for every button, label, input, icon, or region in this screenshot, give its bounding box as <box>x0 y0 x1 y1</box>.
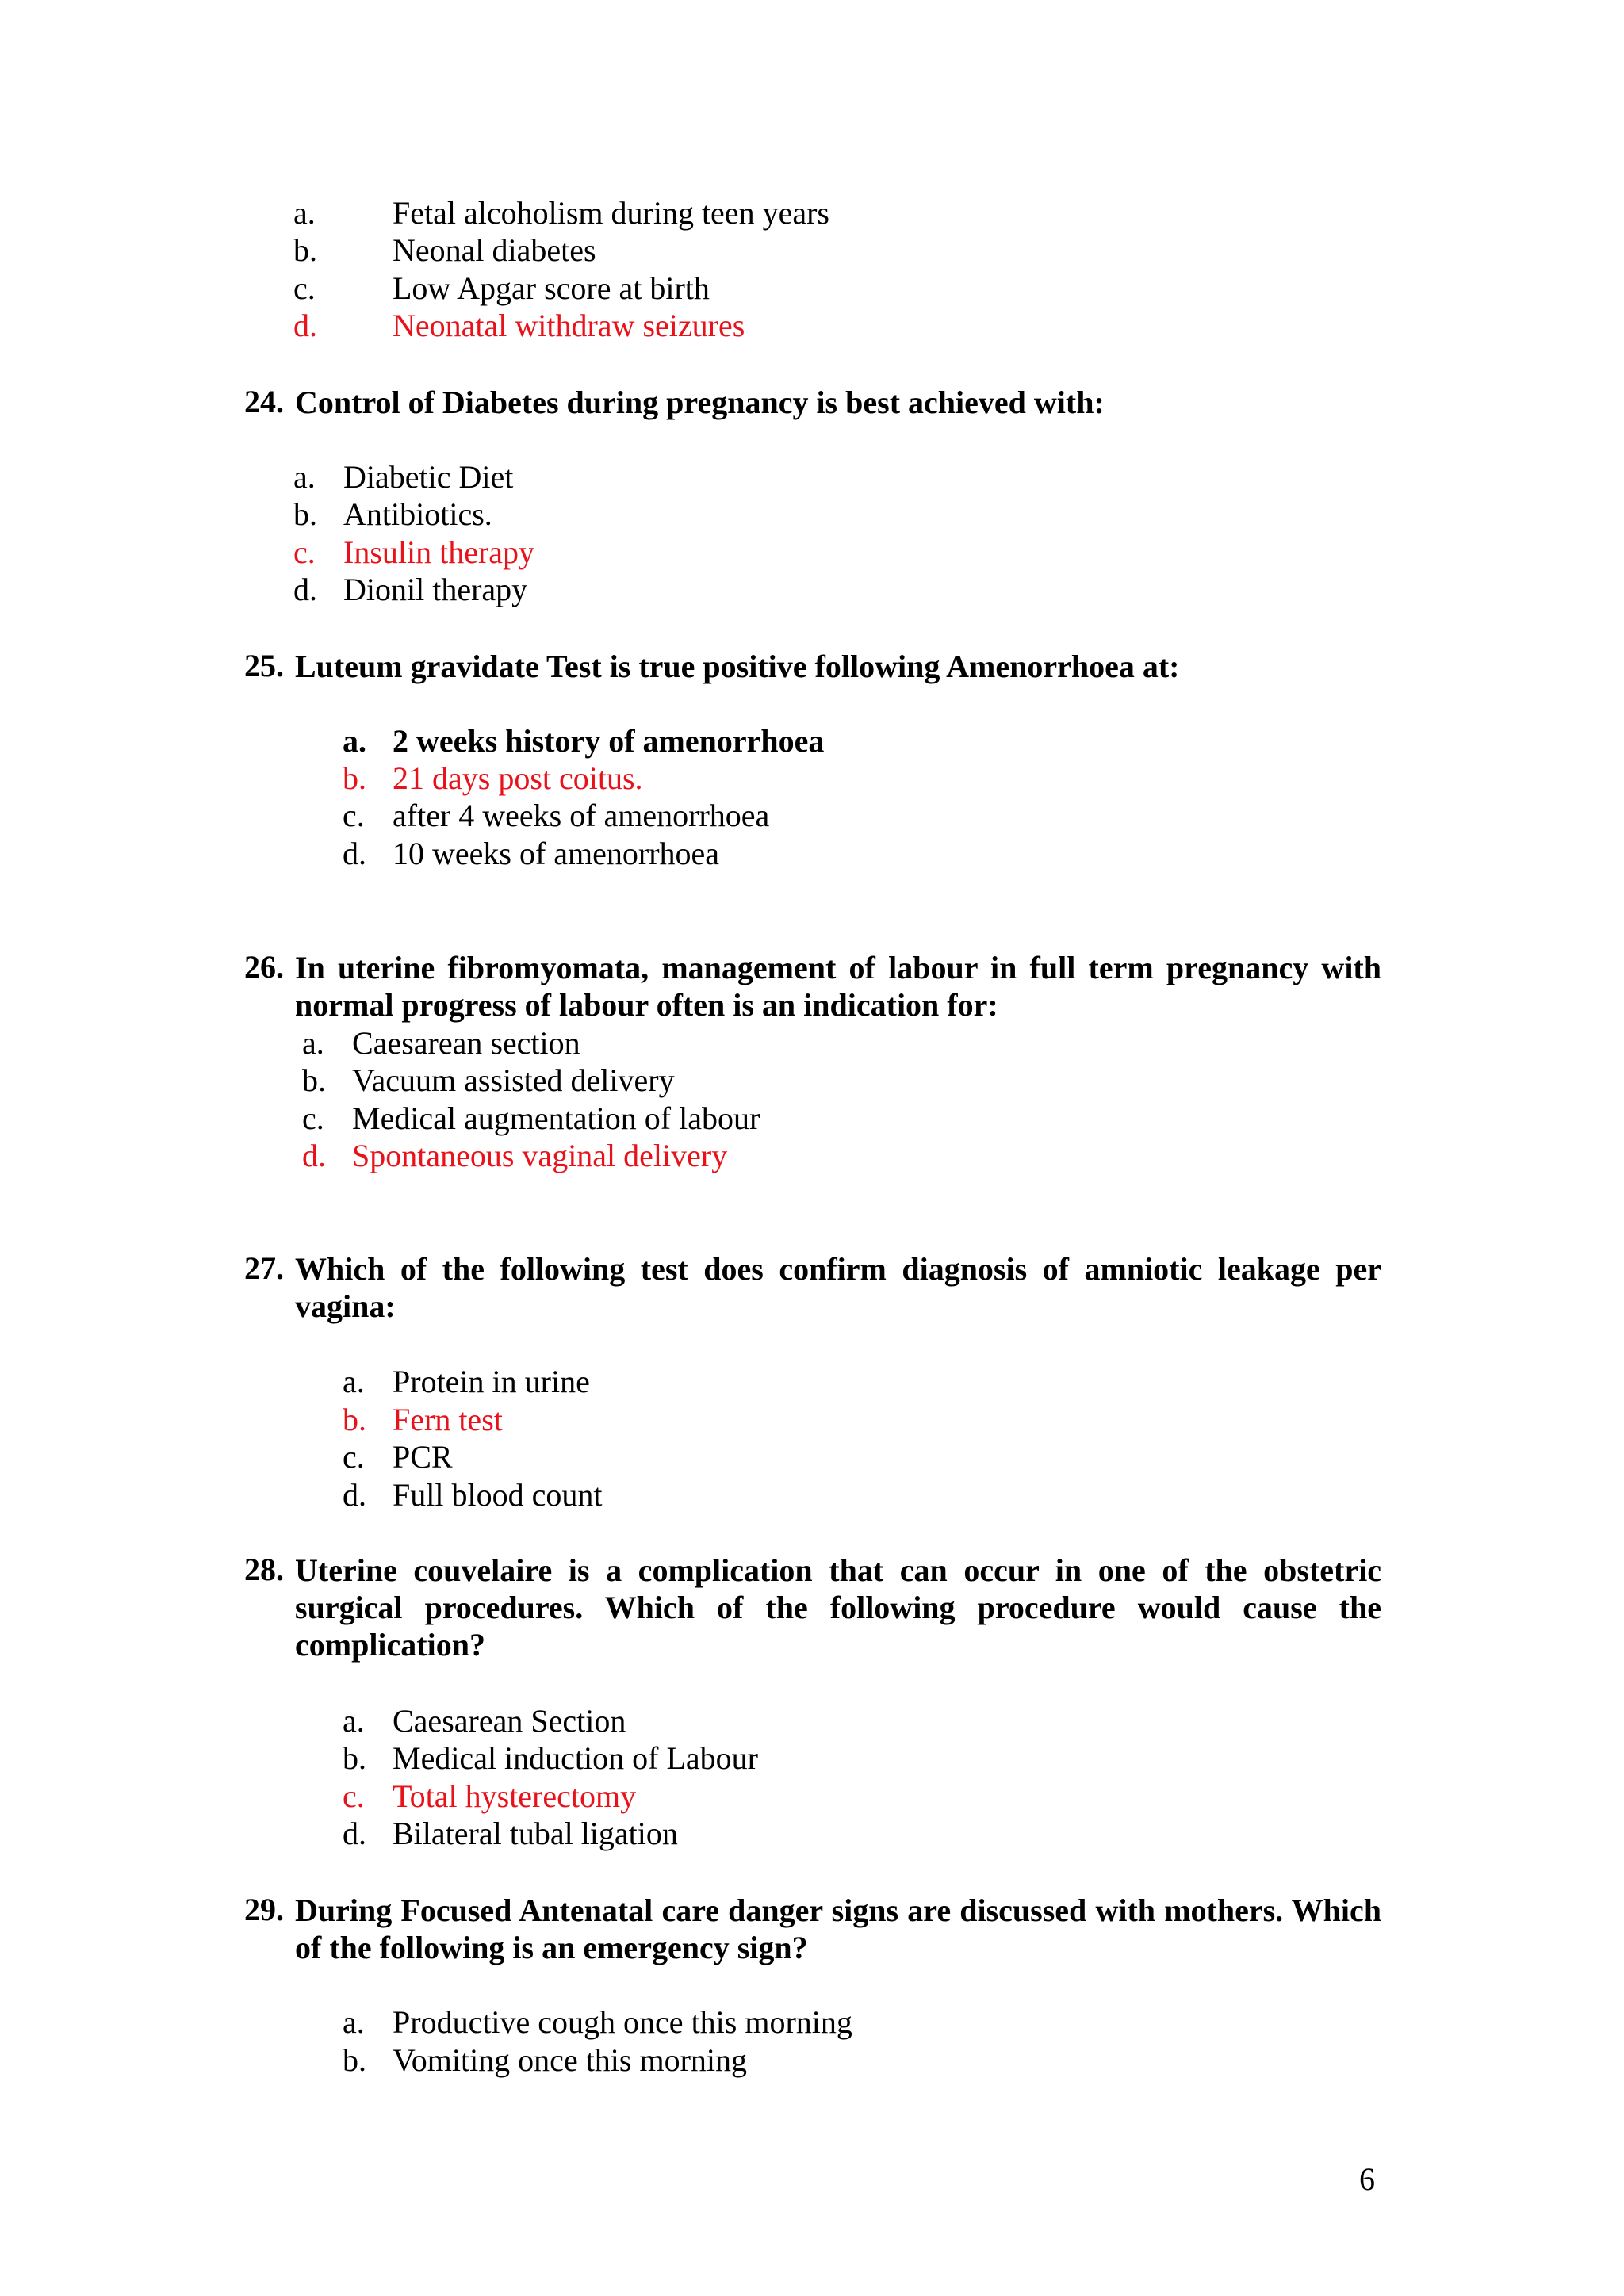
option-letter: b. <box>343 2042 366 2078</box>
option-text: after 4 weeks of amenorrhoea <box>393 798 770 833</box>
option-a <box>343 1703 626 1739</box>
option-letter: c. <box>293 534 316 570</box>
option-text: Antibiotics. <box>343 496 492 532</box>
option-text: Dionil therapy <box>343 572 528 607</box>
option-a <box>293 195 829 232</box>
option-a <box>343 2004 852 2041</box>
option-c <box>293 270 710 307</box>
option-text: Full blood count <box>393 1477 603 1513</box>
option-letter: b. <box>343 1740 366 1776</box>
option-b-correct <box>343 760 643 797</box>
option-d-correct <box>293 308 745 344</box>
option-b <box>343 2042 748 2079</box>
option-letter: a. <box>343 723 366 759</box>
option-text: 21 days post coitus. <box>393 760 643 796</box>
option-letter: d. <box>293 308 317 343</box>
question-text: Control of Diabetes during pregnancy is best achieved with: <box>295 385 1105 420</box>
option-c-correct <box>343 1778 637 1815</box>
question-text: Uterine couvelaire is a complication that can occur in one of the obstetric surgical procedures. Which of the following procedure would cause the complication? <box>295 1552 1381 1663</box>
option-b <box>302 1062 675 1099</box>
option-letter: b. <box>343 760 366 796</box>
question-text: Which of the following test does confirm diagnosis of amniotic leakage per vagina: <box>295 1251 1381 1324</box>
option-text: Insulin therapy <box>343 534 535 570</box>
option-text: Spontaneous vaginal delivery <box>352 1138 728 1173</box>
option-letter: d. <box>343 1816 366 1851</box>
option-letter: c. <box>343 798 365 833</box>
option-letter: a. <box>343 1364 365 1399</box>
option-d-correct <box>302 1138 728 1174</box>
option-d <box>343 1816 678 1852</box>
option-letter: b. <box>302 1062 326 1098</box>
option-a <box>343 1364 590 1400</box>
question-number: 28. <box>244 1552 284 1587</box>
question-number: 29. <box>244 1892 284 1927</box>
option-text: Total hysterectomy <box>393 1778 637 1814</box>
question-text: In uterine fibromyomata, management of labour in full term pregnancy with normal progress of labour often is an indication for: <box>295 950 1381 1023</box>
option-d <box>343 836 720 872</box>
option-letter: d. <box>343 836 366 871</box>
option-letter: a. <box>343 2004 365 2040</box>
question-number: 25. <box>244 648 284 683</box>
option-text: Caesarean Section <box>393 1703 626 1739</box>
option-text: Medical induction of Labour <box>393 1740 758 1776</box>
option-letter: c. <box>302 1100 324 1136</box>
option-letter: a. <box>293 459 316 495</box>
option-text: Diabetic Diet <box>343 459 514 495</box>
option-d <box>293 572 528 608</box>
option-text: Fern test <box>393 1402 503 1437</box>
option-c <box>302 1100 760 1137</box>
option-text: 10 weeks of amenorrhoea <box>393 836 720 871</box>
option-letter: b. <box>343 1402 366 1437</box>
option-letter: c. <box>343 1439 365 1475</box>
option-d <box>343 1477 603 1513</box>
option-a <box>302 1025 580 1062</box>
option-a <box>293 459 514 496</box>
option-text: Vacuum assisted delivery <box>352 1062 675 1098</box>
option-b <box>293 232 596 269</box>
option-c <box>343 798 770 834</box>
option-text: Caesarean section <box>352 1025 580 1061</box>
question-text: During Focused Antenatal care danger signs are discussed with mothers. Which of the following is an emergency sign? <box>295 1892 1381 1965</box>
option-b-correct <box>343 1402 503 1438</box>
question-number: 27. <box>244 1250 284 1286</box>
option-c <box>343 1439 453 1475</box>
option-text: Productive cough once this morning <box>393 2004 852 2040</box>
option-text: Medical augmentation of labour <box>352 1100 760 1136</box>
option-b <box>343 1740 758 1777</box>
option-letter: d. <box>343 1477 366 1513</box>
option-text: Vomiting once this morning <box>393 2042 748 2078</box>
option-c-correct <box>293 534 535 571</box>
option-text: Protein in urine <box>393 1364 590 1399</box>
option-letter: a. <box>302 1025 324 1061</box>
option-letter: a. <box>343 1703 365 1739</box>
option-letter: c. <box>343 1778 365 1814</box>
option-b <box>293 496 492 533</box>
option-letter: d. <box>293 572 317 607</box>
question-text: Luteum gravidate Test is true positive following Amenorrhoea at: <box>295 649 1180 684</box>
option-letter: c. <box>293 270 316 306</box>
option-letter: d. <box>302 1138 326 1173</box>
page-number: 6 <box>1359 2161 1375 2197</box>
option-text: Fetal alcoholism during teen years <box>393 195 829 231</box>
option-text: Neonal diabetes <box>393 232 596 268</box>
question-number: 26. <box>244 949 284 985</box>
option-letter: a. <box>293 195 316 231</box>
option-a <box>343 723 825 760</box>
option-letter: b. <box>293 232 317 268</box>
option-text: Bilateral tubal ligation <box>393 1816 678 1851</box>
option-text: Neonatal withdraw seizures <box>393 308 745 343</box>
option-text: 2 weeks history of amenorrhoea <box>393 723 825 759</box>
option-letter: b. <box>293 496 317 532</box>
option-text: PCR <box>393 1439 453 1475</box>
question-number: 24. <box>244 384 284 419</box>
option-text: Low Apgar score at birth <box>393 270 710 306</box>
